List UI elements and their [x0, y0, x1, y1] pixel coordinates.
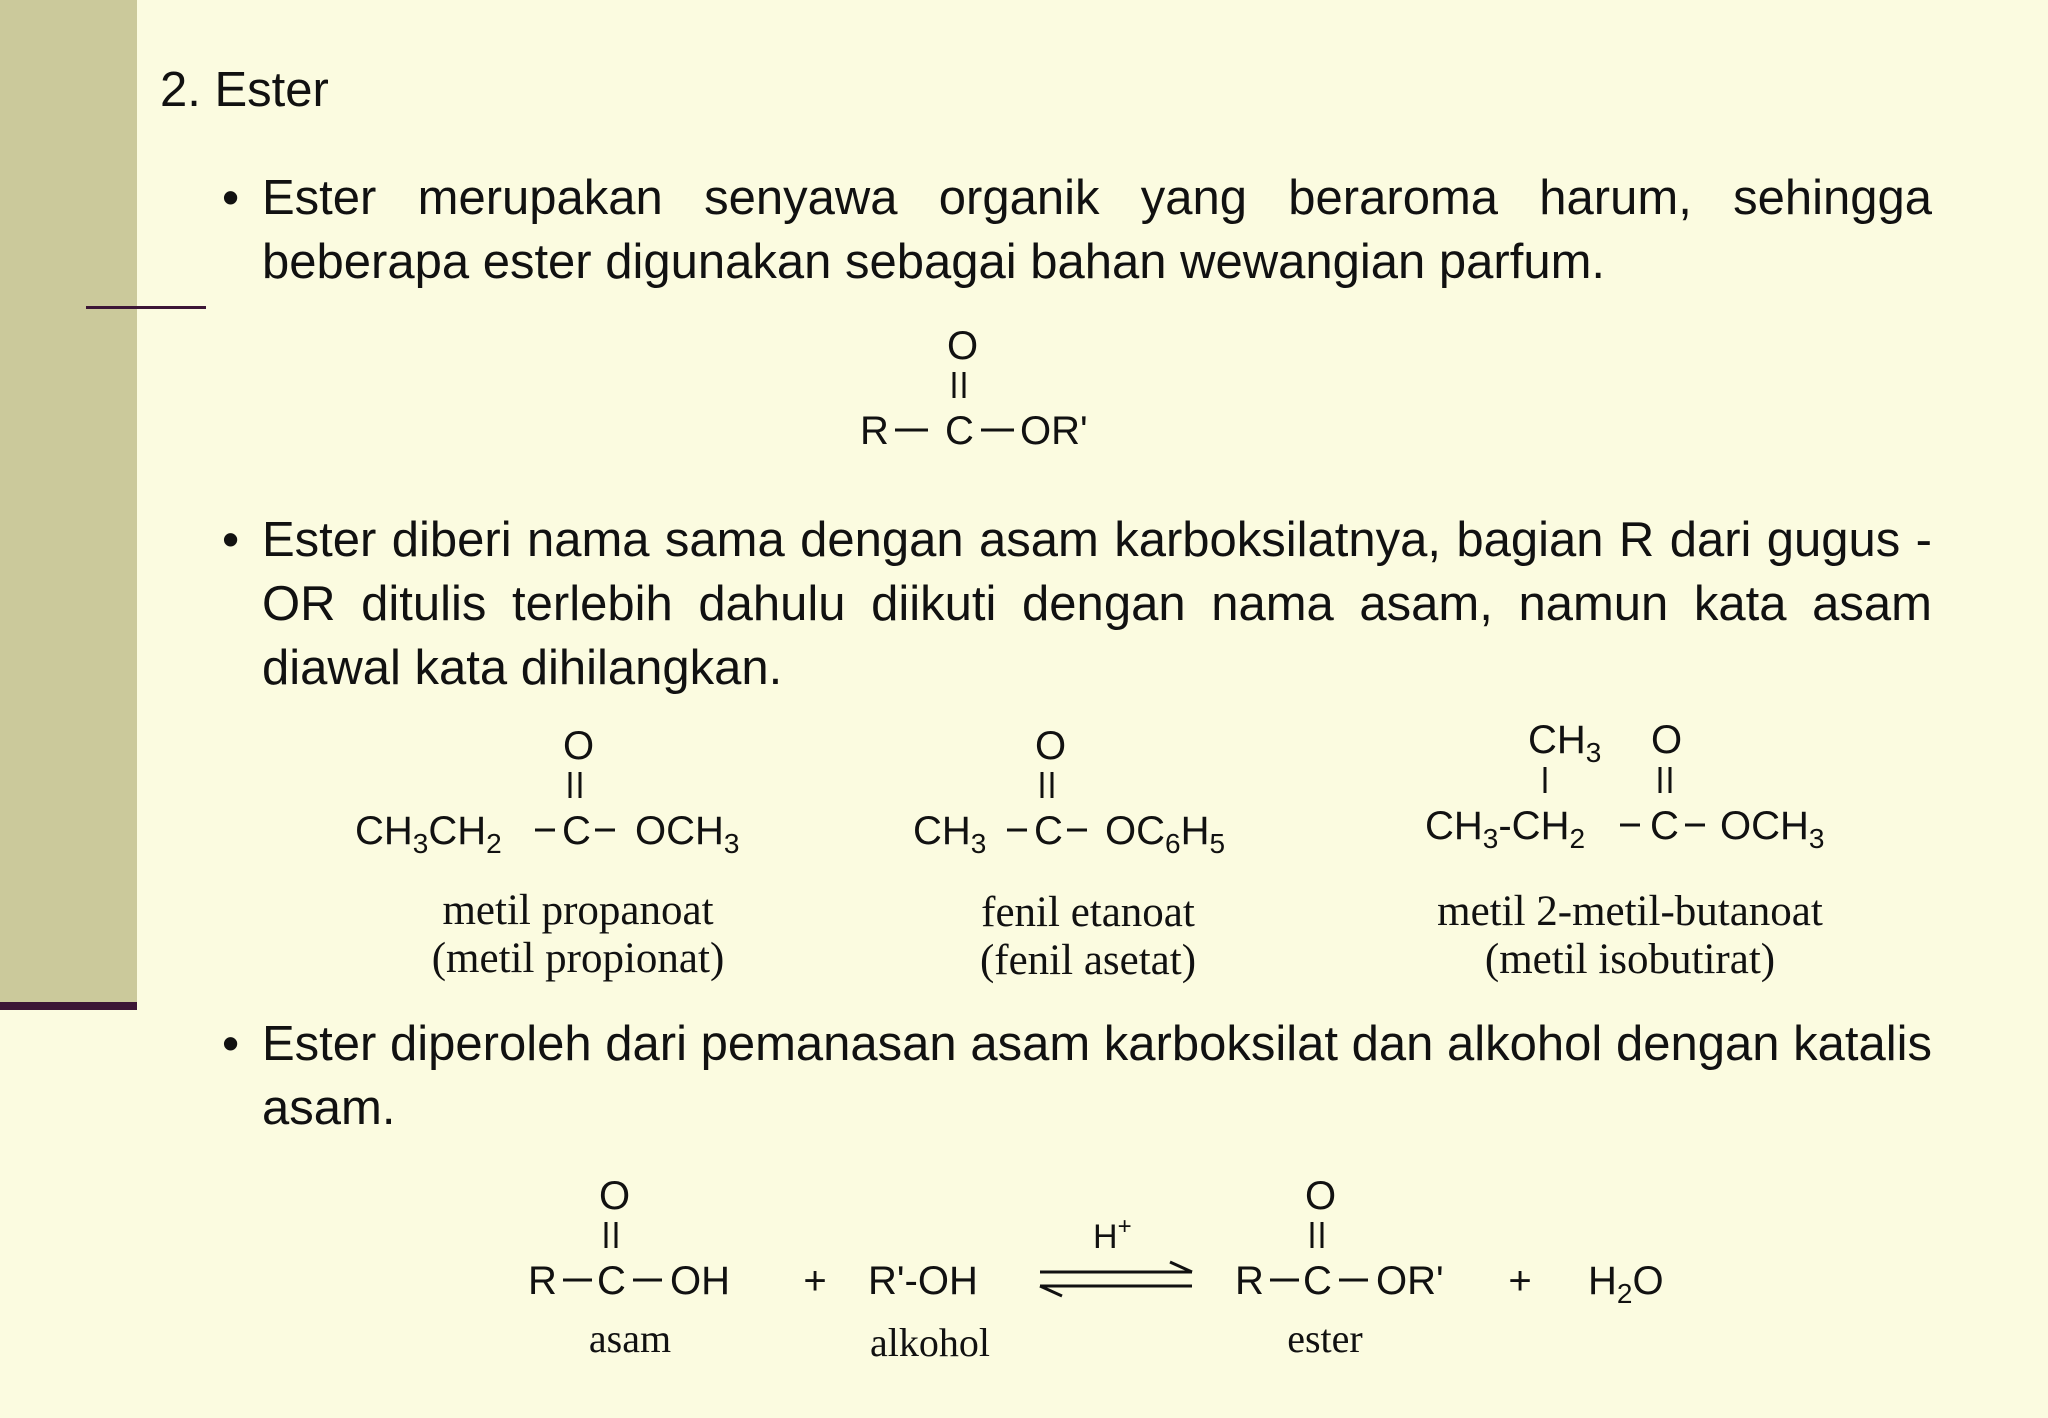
svg-text:CH3: $CH_3$ [1528, 718, 1602, 768]
example-alt-name: (fenil asetat) [979, 937, 1197, 984]
bullet-text: Ester diperoleh dari pemanasan asam karboksilat dan alkohol dengan katalis asam. [262, 1017, 1932, 1135]
svg-text:O: O [1305, 1174, 1337, 1218]
bullet-synthesis [222, 1012, 1932, 1140]
bullet-dot: • [222, 513, 240, 567]
example-fenil-etanoat [905, 720, 1285, 990]
slide-title: 2. Ester [160, 63, 329, 117]
svg-text:O: O [1035, 724, 1067, 768]
example-alt-name: (metil propionat) [431, 935, 725, 982]
carbonyl-oxygen: O [947, 324, 979, 368]
example-alt-name: (metil isobutirat) [1484, 936, 1776, 983]
example-name: metil 2-metil-butanoat [1437, 888, 1823, 935]
water-formula: $H_2O$ [1588, 1259, 1664, 1309]
svg-text:CH3: $CH_3$ [913, 809, 987, 859]
svg-text:OR': OR' [1376, 1259, 1444, 1303]
catalyst-label: H+ [1093, 1213, 1132, 1256]
carbonyl-carbon: C [945, 409, 974, 453]
example-metil-propanoat [350, 720, 770, 990]
alcohol-label: alkohol [870, 1320, 990, 1365]
bullet-text: Ester diberi nama sama dengan asam karboksilatnya, bagian R dari gugus -OR ditulis terlebih dahulu diikuti dengan nama asam, namun kata asam diawal kata dihilangkan. [262, 513, 1932, 695]
or-group: OR' [1020, 409, 1088, 453]
alcohol-formula: R'-OH [868, 1259, 978, 1303]
svg-text:O: O [599, 1174, 631, 1218]
plus-sign: + [1508, 1259, 1532, 1303]
svg-text:O: O [563, 724, 595, 768]
bullet-naming [222, 508, 1932, 700]
sidebar-tick-line [86, 306, 206, 309]
svg-text:OCH3: $OCH_3$ [635, 809, 740, 859]
svg-text:C: C [1034, 809, 1063, 853]
sidebar-accent-bar [0, 1002, 137, 1010]
svg-text:C: C [562, 809, 591, 853]
example-metil-2-metil-butanoat [1420, 715, 1880, 995]
esterification-reaction [520, 1170, 1700, 1370]
ester-general-formula [850, 320, 1110, 453]
sidebar-decoration [0, 0, 137, 1004]
svg-text:C: C [597, 1259, 626, 1303]
example-name: fenil etanoat [981, 889, 1195, 936]
example-name: metil propanoat [442, 887, 714, 934]
bullet-aroma [222, 166, 1932, 294]
ester-label: ester [1287, 1316, 1363, 1361]
svg-text:C: C [1303, 1259, 1332, 1303]
r-group: R [860, 409, 889, 453]
bullet-text: Ester merupakan senyawa organik yang beraroma harum, sehingga beberapa ester digunakan sebagai bahan wewangian parfum. [262, 171, 1932, 289]
svg-text:C: C [1650, 804, 1679, 848]
svg-text:OC6H5: $OC_6H_5$ [1105, 809, 1226, 859]
bullet-dot: • [222, 1017, 240, 1071]
svg-text:O: O [1651, 718, 1683, 762]
svg-text:CH3-CH2: $CH_3-CH_2$ [1425, 804, 1586, 854]
svg-text:OCH3: $OCH_3$ [1720, 804, 1825, 854]
plus-sign: + [803, 1259, 827, 1303]
svg-text:OH: OH [670, 1259, 730, 1303]
acid-label: asam [588, 1316, 672, 1361]
formula-chain: $CH_3CH_2$ [355, 809, 502, 859]
bullet-dot: • [222, 171, 240, 225]
svg-text:R: R [528, 1259, 557, 1303]
svg-text:R: R [1235, 1259, 1264, 1303]
